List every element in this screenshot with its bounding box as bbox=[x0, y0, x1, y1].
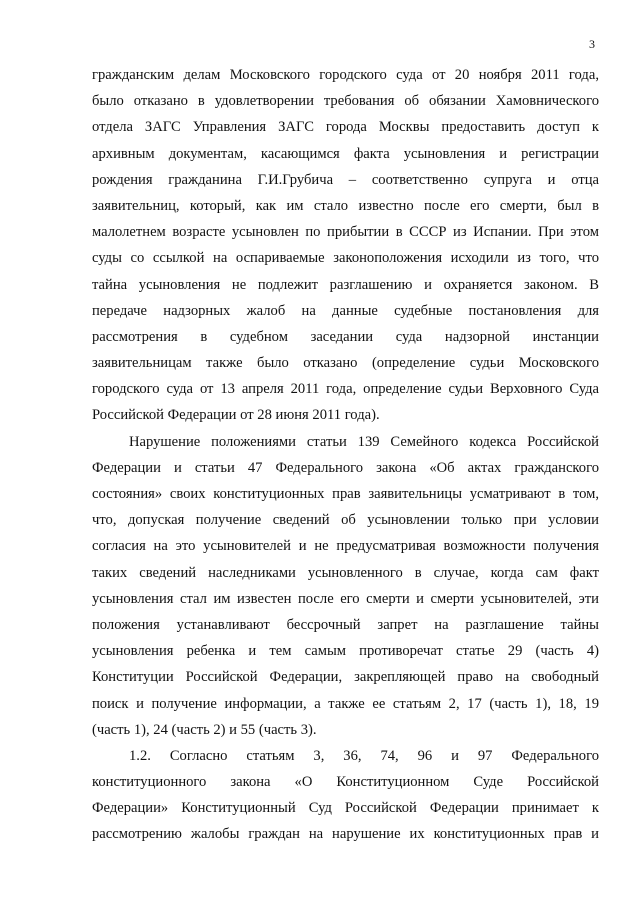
text-line: таких сведений наследниками усыновленного в случае, когда сам факт bbox=[92, 564, 599, 581]
text-line: согласия на это усыновителей и не предусматривая возможности получения bbox=[92, 538, 599, 555]
text-line: отдела ЗАГС Управления ЗАГС города Москвы предоставить доступ к bbox=[92, 119, 599, 136]
page-number: 3 bbox=[589, 37, 595, 51]
text-line: Федерации и статьи 47 Федерального закона «Об актах гражданского bbox=[92, 459, 599, 476]
document-body bbox=[92, 62, 599, 848]
text-line: (часть 1), 24 (часть 2) и 55 (часть 3). bbox=[92, 721, 317, 738]
text-line: конституционного закона «О Конституционном Суде Российской bbox=[92, 774, 599, 791]
text-line: Российской Федерации от 28 июня 2011 года). bbox=[92, 407, 380, 424]
paragraph-applicants-claim bbox=[92, 429, 599, 743]
text-line: суды со ссылкой на оспариваемые законоположения исходили из того, что bbox=[92, 250, 599, 267]
paragraph-court-rulings bbox=[92, 62, 599, 429]
paragraph-section-1-2 bbox=[92, 743, 599, 848]
text-line: состояния» своих конституционных прав заявительницы усматривают в том, bbox=[92, 486, 599, 502]
text-line: рождения гражданина Г.И.Грубича – соответственно супруга и отца bbox=[92, 171, 599, 188]
text-line: Конституции Российской Федерации, закрепляющей право на свободный bbox=[92, 669, 599, 686]
text-line: 1.2. Согласно статьям 3, 36, 74, 96 и 97 Федерального bbox=[129, 747, 599, 764]
text-line: Федерации» Конституционный Суд Российской Федерации принимает к bbox=[92, 800, 599, 817]
text-line: малолетнем возрасте усыновлен по прибытии в СССР из Испании. При этом bbox=[92, 224, 599, 241]
text-line: что, допуская получение сведений об усыновлении только при условии bbox=[92, 512, 599, 529]
text-line: архивным документам, касающимся факта усыновления и регистрации bbox=[92, 145, 599, 162]
text-line: положения устанавливают бессрочный запрет на разглашение тайны bbox=[92, 616, 599, 633]
text-line: поиск и получение информации, а также ее статьям 2, 17 (часть 1), 18, 19 bbox=[92, 695, 599, 712]
text-line: рассмотрения в судебном заседании суда надзорной инстанции bbox=[92, 328, 599, 345]
text-line: было отказано в удовлетворении требования об обязании Хамовнического bbox=[92, 93, 599, 110]
text-line: усыновления стал им известен после его смерти и смерти усыновителей, эти bbox=[92, 590, 599, 607]
text-line: рассмотрению жалобы граждан на нарушение их конституционных прав и bbox=[92, 826, 599, 843]
text-line: передаче надзорных жалоб на данные судебные постановления для bbox=[92, 302, 599, 319]
text-line: усыновления ребенка и тем самым противоречат статье 29 (часть 4) bbox=[92, 643, 599, 660]
text-line: тайна усыновления не подлежит разглашению и охраняется законом. В bbox=[92, 276, 599, 293]
text-line: гражданским делам Московского городского суда от 20 ноября 2011 года, bbox=[92, 67, 599, 83]
text-line: городского суда от 13 апреля 2011 года, определение судьи Верховного Суда bbox=[92, 381, 599, 398]
text-line: Нарушение положениями статьи 139 Семейного кодекса Российской bbox=[129, 433, 599, 450]
text-line: заявительницам также было отказано (определение судьи Московского bbox=[92, 355, 599, 372]
text-line: заявительниц, который, как им стало известно после его смерти, был в bbox=[92, 197, 599, 214]
